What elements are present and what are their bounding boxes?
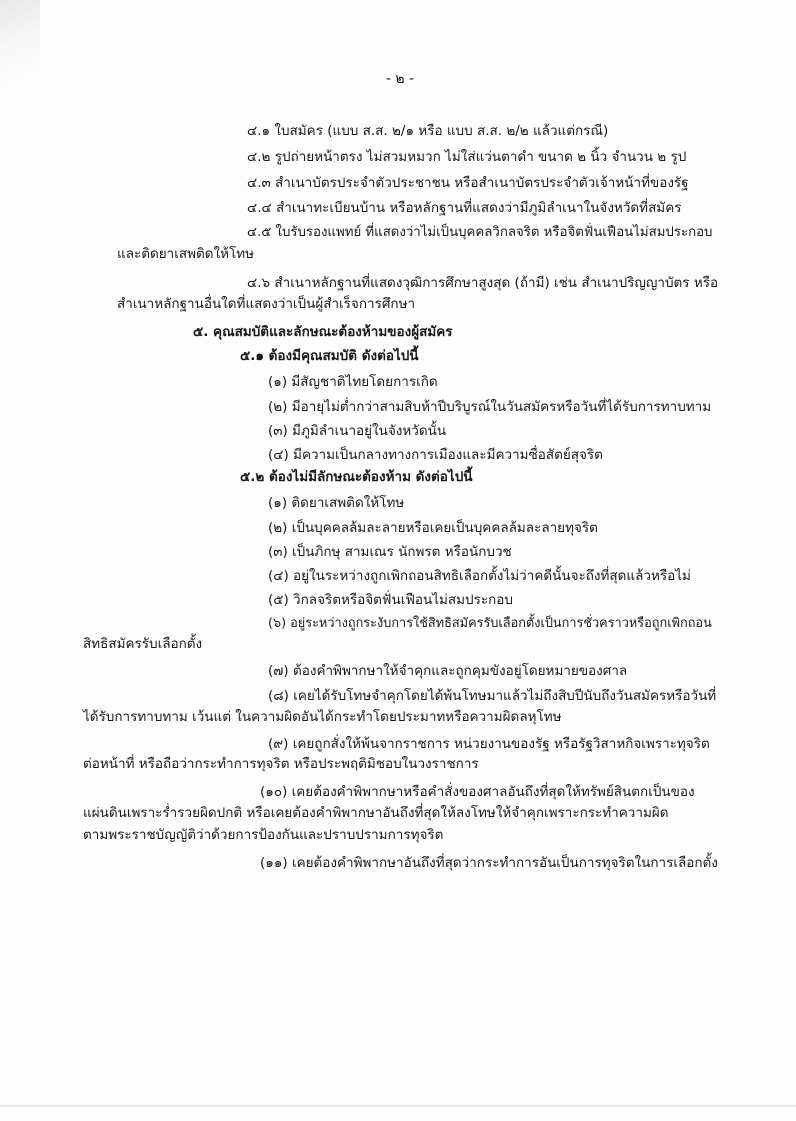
prohibition-5: (๕) วิกลจริตหรือจิตฟั่นเฟือนไม่สมประกอบ — [268, 592, 513, 608]
prohibition-2: (๒) เป็นบุคคลล้มละลายหรือเคยเป็นบุคคลล้มละลายทุจริต — [268, 520, 598, 536]
qualification-4: (๔) มีความเป็นกลางทางการเมืองและมีความซื่อสัตย์สุจริต — [268, 447, 603, 463]
prohibition-4: (๔) อยู่ในระหว่างถูกเพิกถอนสิทธิเลือกตั้งไม่ว่าคดีนั้นจะถึงที่สุดแล้วหรือไม่ — [268, 568, 691, 584]
requirement-4-2: ๔.๒ รูปถ่ายหน้าตรง ไม่สวมหมวก ไม่ใส่แว่นตาดำ ขนาด ๒ นิ้ว จำนวน ๒ รูป — [247, 149, 687, 165]
prohibition-9: (๙) เคยถูกสั่งให้พ้นจากราชการ หน่วยงานของรัฐ หรือรัฐวิสาหกิจเพราะทุจริต — [268, 736, 710, 752]
requirement-4-6-cont: สำเนาหลักฐานอื่นใดที่แสดงว่าเป็นผู้สำเร็จการศึกษา — [117, 296, 416, 312]
prohibition-10: (๑๐) เคยต้องคำพิพากษาหรือคำสั่งของศาลอันถึงที่สุดให้ทรัพย์สินตกเป็นของ — [260, 784, 695, 800]
page-number: - ๒ - — [385, 71, 415, 87]
requirement-4-3: ๔.๓ สำเนาบัตรประจำตัวประชาชน หรือสำเนาบัตรประจำตัวเจ้าหน้าที่ของรัฐ — [247, 175, 689, 191]
prohibition-9-cont: ต่อหน้าที่ หรือถือว่ากระทำการทุจริต หรือประพฤติมิชอบในวงราชการ — [83, 756, 479, 772]
qualification-3: (๓) มีภูมิลำเนาอยู่ในจังหวัดนั้น — [268, 423, 447, 439]
prohibition-10-cont-2: ตามพระราชบัญญัติว่าด้วยการป้องกันและปราบปรามการทุจริต — [83, 827, 444, 843]
requirement-4-4: ๔.๔ สำเนาทะเบียนบ้าน หรือหลักฐานที่แสดงว่ามีภูมิลำเนาในจังหวัดที่สมัคร — [247, 200, 682, 216]
prohibition-10-cont-1: แผ่นดินเพราะร่ำรวยผิดปกติ หรือเคยต้องคำพิพากษาอันถึงที่สุดให้ลงโทษให้จำคุกเพราะกระทำความผิด — [83, 805, 669, 821]
prohibition-11: (๑๑) เคยต้องคำพิพากษาอันถึงที่สุดว่ากระทำการอันเป็นการทุจริตในการเลือกตั้ง — [260, 855, 718, 871]
section-5-1-heading: ๕.๑ ต้องมีคุณสมบัติ ดังต่อไปนี้ — [240, 348, 419, 364]
requirement-4-6: ๔.๖ สำเนาหลักฐานที่แสดงวุฒิการศึกษาสูงสุด (ถ้ามี) เช่น สำเนาปริญญาบัตร หรือ — [247, 275, 719, 291]
scan-bottom-edge — [0, 1105, 796, 1107]
qualification-1: (๑) มีสัญชาติไทยโดยการเกิด — [268, 374, 438, 390]
qualification-2: (๒) มีอายุไม่ต่ำกว่าสามสิบห้าปีบริบูรณ์ในวันสมัครหรือวันที่ได้รับการทาบทาม — [268, 399, 712, 415]
prohibition-8-cont: ได้รับการทาบทาม เว้นแต่ ในความผิดอันได้กระทำโดยประมาทหรือความผิดลหุโทษ — [83, 709, 562, 725]
prohibition-7: (๗) ต้องคำพิพากษาให้จำคุกและถูกคุมขังอยู่โดยหมายของศาล — [268, 663, 628, 679]
section-5-heading: ๕. คุณสมบัติและลักษณะต้องห้ามของผู้สมัคร — [193, 324, 453, 340]
requirement-4-5: ๔.๕ ใบรับรองแพทย์ ที่แสดงว่าไม่เป็นบุคคลวิกลจริต หรือจิตฟั่นเฟือนไม่สมประกอบ — [247, 225, 713, 240]
requirement-4-1: ๔.๑ ใบสมัคร (แบบ ส.ส. ๒/๑ หรือ แบบ ส.ส. ๒/๒ แล้วแต่กรณี) — [247, 123, 609, 139]
prohibition-8: (๘) เคยได้รับโทษจำคุกโดยได้พ้นโทษมาแล้วไม่ถึงสิบปีนับถึงวันสมัครหรือวันที่ — [268, 688, 717, 704]
prohibition-6-cont: สิทธิสมัครรับเลือกตั้ง — [83, 636, 203, 652]
section-5-2-heading: ๕.๒ ต้องไม่มีลักษณะต้องห้าม ดังต่อไปนี้ — [240, 469, 473, 485]
prohibition-1: (๑) ติดยาเสพติดให้โทษ — [268, 495, 405, 511]
prohibition-6: (๖) อยู่ระหว่างถูกระงับการใช้สิทธิสมัครรับเลือกตั้งเป็นการชั่วคราวหรือถูกเพิกถอน — [268, 616, 712, 631]
scan-corner-shadow — [0, 0, 40, 110]
prohibition-3: (๓) เป็นภิกษุ สามเณร นักพรต หรือนักบวช — [268, 544, 512, 560]
requirement-4-5-cont: และติดยาเสพติดให้โทษ — [117, 246, 255, 262]
